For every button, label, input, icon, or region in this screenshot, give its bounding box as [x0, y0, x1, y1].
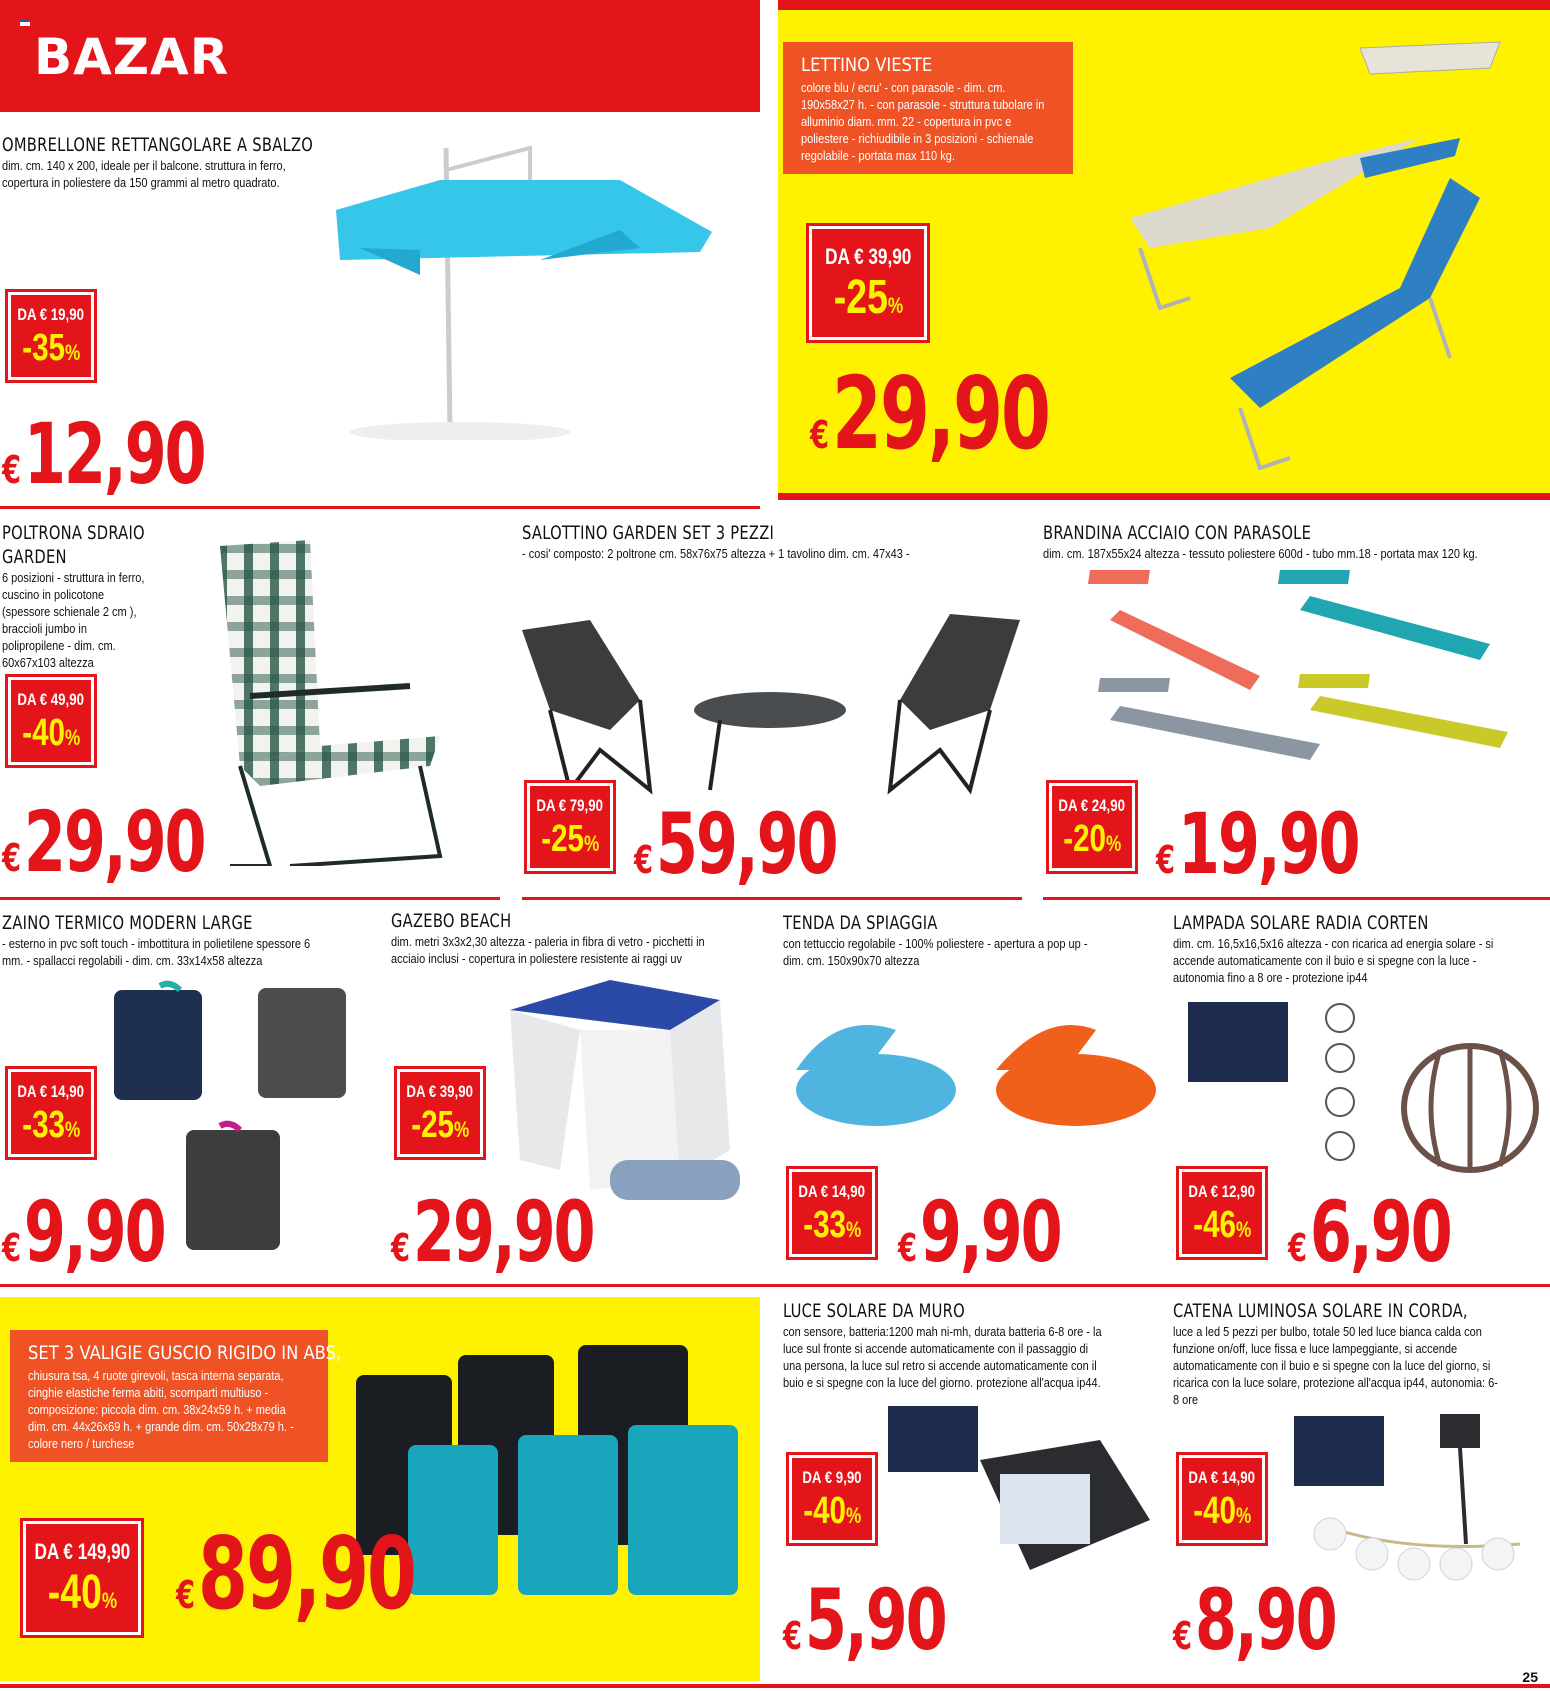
discount-badge: [1046, 780, 1138, 874]
product-desc: dim. cm. 140 x 200, ideale per il balcone. struttura in ferro, copertura in poliestere da 150 grammi al metro quadrato.: [2, 159, 286, 190]
page-number: 25: [1522, 1669, 1538, 1685]
divider: [1043, 897, 1550, 900]
product-title: BRANDINA ACCIAIO CON PARASOLE: [1043, 522, 1312, 544]
old-price: DA € 14,90: [1188, 1468, 1256, 1487]
beach-tent-icon: [786, 1010, 1166, 1140]
discount-percent: -40%: [21, 712, 81, 754]
old-price: DA € 79,90: [536, 796, 604, 815]
product-title: POLTRONA SDRAIO: [2, 522, 145, 544]
product-title: OMBRELLONE RETTANGOLARE A SBALZO: [2, 134, 314, 156]
discount-badge: [394, 1066, 486, 1160]
discount-percent: -35%: [21, 327, 81, 369]
price: €5,90: [783, 1571, 946, 1669]
price: €6,90: [1288, 1183, 1451, 1281]
product-title: LETTINO VIESTE: [801, 54, 933, 76]
divider: [0, 897, 500, 900]
price: €29,90: [391, 1183, 594, 1281]
discount-percent: -40%: [47, 1566, 117, 1619]
price: €89,90: [176, 1515, 415, 1632]
product-desc: colore blu / ecru' - con parasole - dim. cm. 190x58x27 h. - con parasole - struttura tubolare in alluminio diam. mm. 22 - copertura in pvc e poliestere - richiudibile in 3 posizioni - schienale regolabile - portata max 110 kg.: [801, 81, 1045, 163]
price: €29,90: [2, 793, 205, 891]
old-price: DA € 19,90: [17, 305, 85, 324]
product-desc: dim. cm. 16,5x16,5x16 altezza - con ricarica ad energia solare - si accende automaticamente con il buio e si spegne con la luce - autonomia fino a 8 ore - protezione ip44: [1173, 937, 1494, 985]
discount-badge: [1176, 1452, 1268, 1546]
chair-icon: [210, 536, 460, 866]
discount-badge: [5, 674, 97, 768]
discount-percent: -33%: [21, 1104, 81, 1146]
product-title: GAZEBO BEACH: [391, 910, 512, 932]
discount-percent: -33%: [802, 1204, 862, 1246]
product-title: GARDEN: [2, 546, 67, 568]
product-title: CATENA LUMINOSA SOLARE IN CORDA,: [1173, 1300, 1468, 1322]
discount-badge: [20, 1518, 144, 1638]
old-price: DA € 49,90: [17, 690, 85, 709]
discount-badge: [1176, 1166, 1268, 1260]
old-price: DA € 39,90: [406, 1082, 474, 1101]
product-desc: - cosi' composto: 2 poltrone cm. 58x76x75 altezza + 1 tavolino dim. cm. 47x43 -: [522, 547, 910, 561]
old-price: DA € 149,90: [34, 1539, 130, 1564]
price: €9,90: [2, 1183, 165, 1281]
product-title: TENDA DA SPIAGGIA: [783, 912, 938, 934]
old-price: DA € 24,90: [1058, 796, 1126, 815]
discount-percent: -40%: [802, 1490, 862, 1532]
divider: [0, 1684, 1550, 1688]
price: €12,90: [2, 405, 205, 503]
product-desc: dim. metri 3x3x2,30 altezza - paleria in fibra di vetro - picchetti in acciaio inclusi - copertura in poliestere resistente ai raggi uv: [391, 935, 705, 966]
section-title: BAZAR: [34, 28, 230, 86]
section-header: [0, 0, 760, 112]
product-title: LUCE SOLARE DA MURO: [783, 1300, 965, 1322]
discount-percent: -46%: [1192, 1204, 1252, 1246]
discount-badge: [786, 1166, 878, 1260]
wall-light-icon: [880, 1400, 1160, 1580]
product-desc: luce a led 5 pezzi per bulbo, totale 50 led luce bianca calda con funzione on/off, luce fissa e luce lampeggiante, si accende automaticamente con il buio e si spegne con la luce del giorno, si ricarica con la luce solare, protezione all'acqua ip44, autonomia: 6-8 ore: [1173, 1325, 1498, 1407]
price: €9,90: [898, 1183, 1061, 1281]
old-price: DA € 9,90: [802, 1468, 862, 1487]
discount-percent: -25%: [410, 1104, 470, 1146]
discount-percent: -40%: [1192, 1490, 1252, 1532]
product-title: SET 3 VALIGIE GUSCIO RIGIDO IN ABS,: [28, 1342, 342, 1364]
product-desc: - esterno in pvc soft touch - imbottitura in polietilene spessore 6 mm. - spallacci regolabili - dim. cm. 33x14x58 altezza: [2, 937, 311, 968]
cot-icon: [1070, 570, 1510, 810]
sunbed-icon: [1120, 38, 1540, 478]
discount-percent: -25%: [833, 271, 903, 324]
product-desc: con sensore, batteria:1200 mah ni-mh, durata batteria 6-8 ore - la luce sul fronte si accende automaticamente con il passaggio di una persona, la luce sul retro si accende automaticamente con il buio e si spegne con la luce del giorno. protezione all'acqua ip44.: [783, 1325, 1102, 1390]
discount-percent: -25%: [540, 818, 600, 860]
divider: [0, 506, 760, 509]
discount-badge: [5, 289, 97, 383]
old-price: DA € 12,90: [1188, 1182, 1256, 1201]
umbrella-icon: [320, 140, 720, 440]
price: €19,90: [1156, 795, 1359, 893]
product-desc: con tettuccio regolabile - 100% poliestere - apertura a pop up - dim. cm. 150x90x70 altezza: [783, 937, 1088, 968]
divider: [0, 1284, 1550, 1287]
product-title: LAMPADA SOLARE RADIA CORTEN: [1173, 912, 1429, 934]
price: €59,90: [634, 795, 837, 893]
product-desc: dim. cm. 187x55x24 altezza - tessuto poliestere 600d - tubo mm.18 - portata max 120 kg.: [1043, 547, 1478, 561]
divider: [522, 897, 1022, 900]
product-desc: 6 posizioni - struttura in ferro, cuscino in policotone (spessore schienale 2 cm ), braccioli jumbo in polipropilene - dim. cm. 60x67x103 altezza: [2, 571, 145, 670]
product-title: SALOTTINO GARDEN SET 3 PEZZI: [522, 522, 775, 544]
price: €8,90: [1173, 1571, 1336, 1669]
product-title: ZAINO TERMICO MODERN LARGE: [2, 912, 253, 934]
discount-badge: [524, 780, 616, 874]
discount-badge: [5, 1066, 97, 1160]
gazebo-icon: [480, 970, 780, 1210]
discount-badge: [806, 223, 930, 343]
product-info-box: [783, 42, 1073, 174]
product-desc: chiusura tsa, 4 ruote girevoli, tasca interna separata, cinghie elastiche ferma abiti, scomparti multiuso - composizione: piccola dim. cm. 38x24x59 h. + media dim. cm. 44x26x69 h. + grande dim. cm. 50x28x79 h. - colore nero / turchese: [28, 1369, 294, 1451]
flag-icon: [20, 20, 30, 26]
old-price: DA € 39,90: [824, 244, 912, 269]
old-price: DA € 14,90: [17, 1082, 85, 1101]
old-price: DA € 14,90: [798, 1182, 866, 1201]
price: €29,90: [810, 355, 1049, 472]
discount-badge: [786, 1452, 878, 1546]
discount-percent: -20%: [1062, 818, 1122, 860]
solar-lantern-icon: [1180, 998, 1550, 1178]
product-info-box: [10, 1330, 342, 1462]
garden-set-icon: [520, 600, 1030, 800]
